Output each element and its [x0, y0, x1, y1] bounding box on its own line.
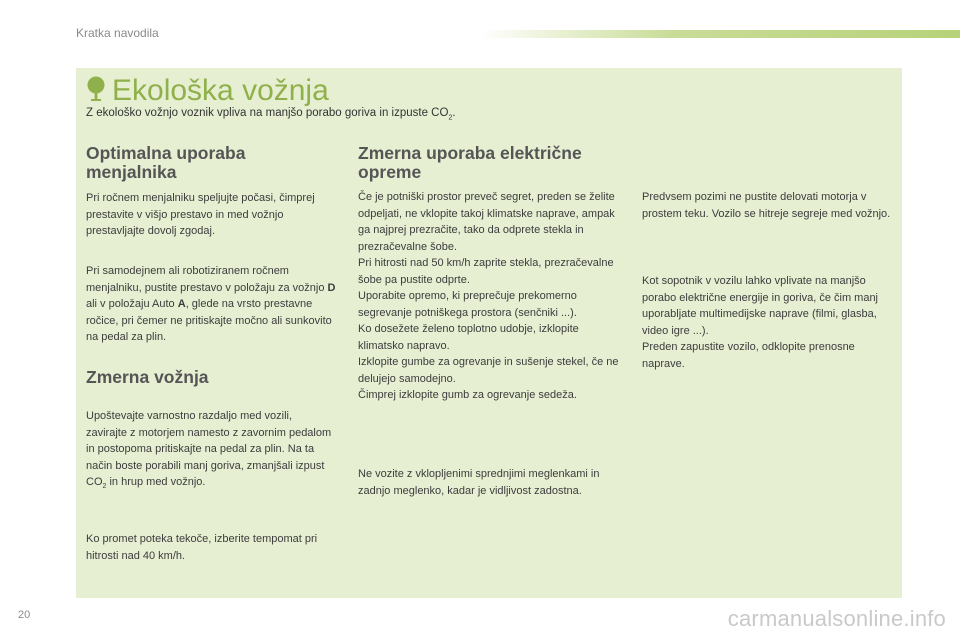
paragraph-automatic-gearbox: Pri samodejnem ali robotiziranem ročnem menjalniku, pustite prestavo v položaju za vožnjo D ali v položaju Auto A, glede na vrsto prestavne ročice, pri čemer ne pritiskajte močno ali sunkovito na pedal za plin.	[86, 265, 336, 343]
paragraph-climate-control: Če je potniški prostor preveč segret, preden se želite odpeljati, ne vklopite takoj klimatske naprave, ampak ga najprej prezračite, tako da odprete stekla in prezračevalne šobe. Pri hitrosti nad 50 km/h zaprite stekla, prezračevalne šobe pa pustite odprte. Uporabite opremo, ki preprečuje prekomerno segrevanje potniškega prostora (senčniki ...). Ko dosežete želeno toplotno udobje, izklopite klimatsko napravo. Izklopite gumbe za ogrevanje in sušenje stekel, če ne delujejo samodejno. Čimprej izklopite gumb za ogrevanje sedeža.	[358, 191, 619, 401]
tree-icon	[86, 76, 106, 102]
page-header-title: Kratka navodila	[76, 26, 159, 40]
heading-electrical-equipment: Zmerna uporaba električne opreme	[358, 143, 582, 182]
page-number: 20	[18, 609, 31, 621]
paragraph-fog-lamps: Ne vozite z vklopljenimi sprednjimi meglenkami in zadnjo meglenko, kadar je vidljivost zadostna.	[358, 468, 600, 497]
paragraph-manual-gearbox: Pri ročnem menjalniku speljujte počasi, čimprej prestavite v višjo prestavo in med vožnjo prestavljajte dovolj zgodaj.	[86, 192, 315, 237]
paragraph-moderate-driving: Upoštevajte varnostno razdaljo med vozili, zavirajte z motorjem namesto z zavornim pedalom in postopoma pritiskajte na pedal za plin. Na ta način boste porabili manj goriva, zmanjšali izpust $CO_2$ in hrup med vožnjo.	[86, 410, 332, 491]
paragraph-passenger-devices: Kot sopotnik v vozilu lahko vplivate na manjšo porabo električne energije in goriva, če čim manj uporabljate multimedijske naprave (filmi, glasba, video igre ...). Preden zapustite vozilo, odklopite prenosne naprave.	[642, 275, 879, 370]
intro-text: Z ekološko vožnjo voznik vpliva na manjšo porabo goriva in izpuste $CO_2$.	[86, 107, 456, 122]
paragraph-cruise-control: Ko promet poteka tekoče, izberite tempomat pri hitrosti nad 40 km/h.	[86, 533, 318, 562]
paragraph-engine-idle: Predvsem pozimi ne pustite delovati motorja v prostem teku. Vozilo se hitreje segreje med vožnjo.	[642, 191, 891, 220]
section-title: Ekološka vožnja	[112, 74, 329, 107]
header-decorative-bar	[480, 30, 960, 38]
heading-moderate-driving: Zmerna vožnja	[86, 367, 209, 387]
watermark: carmanualsonline.info	[727, 606, 946, 631]
heading-gearbox: Optimalna uporaba menjalnika	[86, 143, 246, 182]
